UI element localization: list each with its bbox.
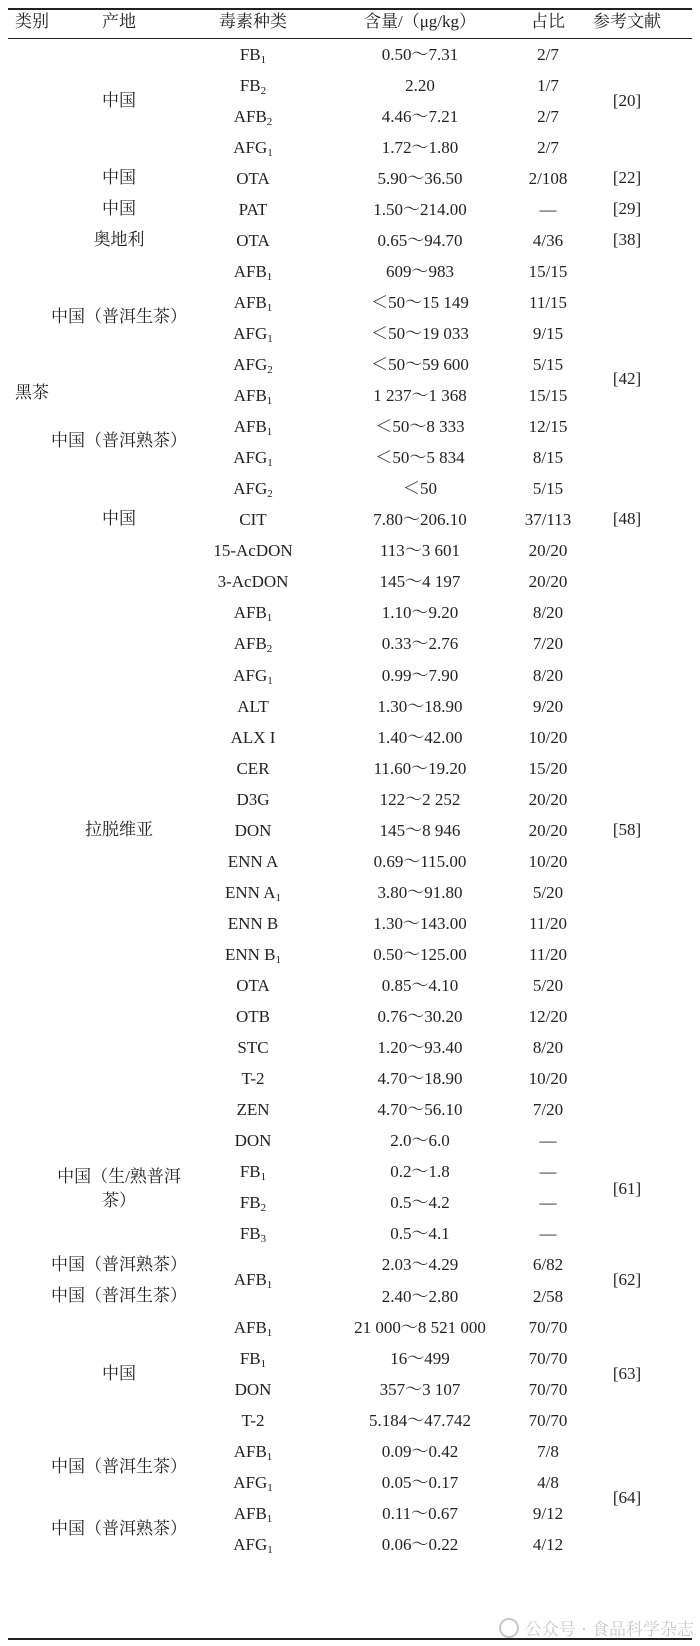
ref-cell: [64] (612, 1488, 642, 1507)
ratio-cell: 7/20 (532, 634, 564, 654)
content-cell: 2.0～6.0 (390, 1131, 450, 1151)
content-cell: ＜50～15 149 (371, 292, 469, 312)
toxin-name: OTA (236, 976, 270, 995)
content-cell: 0.33～2.76 (381, 634, 459, 654)
ratio-cell: 70/70 (528, 1410, 568, 1430)
ratio-cell: 10/20 (528, 851, 568, 871)
toxin-cell (234, 1442, 273, 1462)
origin-cell: 中国（普洱熟茶） (51, 431, 187, 450)
ratio-cell: 2/7 (537, 106, 559, 126)
origin-cell: 拉脱维亚 (85, 820, 153, 839)
toxin-name: PAT (238, 199, 268, 219)
ref-cell: [62] (612, 1270, 642, 1289)
toxin-subscript: 1 (266, 426, 273, 439)
toxin-cell (234, 386, 273, 406)
ratio-cell: 1/7 (537, 75, 559, 95)
content-cell: 0.11～0.67 (382, 1503, 458, 1523)
ratio-cell: 15/15 (528, 261, 568, 281)
toxin-cell (240, 1162, 266, 1182)
toxin-subscript: 1 (266, 1326, 273, 1339)
toxin-cell (242, 1069, 265, 1089)
content-cell: ＜50～19 033 (371, 323, 469, 343)
toxin-subscript: 1 (266, 1512, 273, 1525)
toxin-subscript: 2 (260, 84, 267, 97)
toxin-cell (236, 976, 270, 996)
toxin-cell (233, 666, 273, 686)
content-cell: 1 237～1 368 (373, 386, 467, 406)
toxin-cell (236, 1007, 270, 1027)
origin-cell: 中国 (102, 91, 136, 110)
content-cell: 2.40～2.80 (381, 1286, 459, 1306)
toxin-name: ZEN (236, 1100, 270, 1120)
content-cell: 0.5～4.1 (390, 1224, 450, 1244)
content-cell: 0.65～94.70 (377, 230, 463, 250)
ratio-cell: 4/8 (537, 1472, 559, 1492)
content-cell: 2.03～4.29 (381, 1255, 459, 1275)
toxin-cell (228, 852, 279, 872)
header-ratio: 占比 (531, 12, 565, 31)
content-cell: 0.06～0.22 (381, 1534, 459, 1554)
content-cell: 0.99～7.90 (381, 665, 459, 685)
content-cell: 0.05～0.17 (381, 1472, 459, 1492)
toxin-name: AFB (233, 1503, 267, 1523)
header-toxin: 毒素种类 (219, 12, 287, 31)
content-cell: ＜50 (403, 479, 437, 499)
toxin-name: T-2 (241, 1410, 265, 1430)
ref-cell: [38] (612, 230, 642, 249)
origin-cell: 中国（普洱生茶） (51, 307, 187, 326)
content-cell: 11.60～19.20 (373, 758, 467, 778)
toxin-cell (237, 1038, 268, 1058)
content-cell: 145～8 946 (379, 820, 461, 840)
content-cell: 0.50～125.00 (373, 944, 467, 964)
origin-cell: 中国（生/熟普洱茶） (57, 1167, 181, 1210)
toxin-name: D3G (236, 789, 270, 809)
toxin-name: AFG (233, 1534, 268, 1554)
ratio-cell: 11/20 (528, 944, 568, 964)
ref-cell: [29] (612, 199, 642, 218)
toxin-name: AFG (233, 448, 268, 468)
header-ref: 参考文献 (593, 12, 661, 31)
ratio-cell: 11/15 (528, 292, 568, 312)
ratio-cell: 5/15 (532, 479, 564, 499)
content-cell: 5.184～47.742 (369, 1410, 471, 1430)
toxin-cell (225, 945, 281, 965)
toxin-cell (239, 510, 266, 530)
toxin-name: T-2 (241, 1069, 265, 1089)
toxin-name: AFG (233, 323, 268, 343)
origin-cell: 中国 (102, 199, 136, 218)
toxin-subscript: 1 (260, 1171, 267, 1184)
toxin-cell (233, 1535, 273, 1555)
ratio-cell: 12/15 (528, 417, 568, 437)
content-cell: 3.80～91.80 (377, 882, 463, 902)
ratio-cell: 8/20 (532, 1038, 564, 1058)
toxin-name: AFG (233, 137, 268, 157)
toxin-name: AFB (233, 261, 267, 281)
toxin-cell (213, 541, 292, 561)
toxin-name: AFB (233, 1270, 267, 1289)
toxin-cell (236, 1100, 269, 1120)
toxin-name: 3-AcDON (217, 572, 289, 592)
toxin-subscript: 3 (260, 1233, 267, 1246)
header-category: 类别 (15, 12, 49, 31)
content-cell: 21 000～8 521 000 (354, 1317, 486, 1337)
ratio-cell: 8/20 (532, 665, 564, 685)
content-cell: 609～983 (386, 261, 454, 281)
ratio-cell: 2/7 (537, 137, 559, 157)
toxin-name: AFB (233, 106, 267, 126)
toxin-subscript: 1 (267, 1543, 273, 1556)
content-cell: 0.85～4.10 (381, 976, 459, 995)
ratio-cell: 37/113 (524, 510, 572, 530)
origin-cell: 中国（普洱生茶） (51, 1457, 187, 1476)
content-cell: 1.30～18.90 (377, 696, 463, 716)
toxin-cell (225, 883, 281, 903)
ratio-cell: — (539, 1131, 557, 1151)
ratio-cell: 15/15 (528, 386, 568, 406)
ref-cell: [58] (612, 820, 642, 839)
toxin-cell (239, 200, 268, 220)
toxin-name: ALT (237, 696, 269, 716)
ref-cell: [22] (612, 168, 642, 187)
toxin-cell (236, 790, 269, 810)
ratio-cell: 5/20 (532, 976, 564, 995)
content-cell: ＜50～8 333 (375, 417, 465, 437)
watermark (499, 1615, 694, 1640)
toxin-name: AFG (233, 1472, 268, 1492)
toxin-cell (240, 1193, 266, 1213)
toxin-cell (242, 1411, 265, 1431)
content-cell: 4.70～18.90 (377, 1069, 463, 1089)
content-cell: 0.76～30.20 (377, 1007, 463, 1027)
toxin-name: AFG (233, 355, 268, 374)
ratio-cell: 15/20 (528, 758, 568, 778)
toxin-subscript: 1 (267, 332, 273, 345)
toxin-subscript: 2 (266, 643, 273, 656)
content-cell: 1.40～42.00 (377, 727, 463, 747)
content-cell: 145～4 197 (379, 572, 461, 592)
content-cell: 1.50～214.00 (373, 199, 467, 219)
toxin-cell (240, 45, 266, 65)
ratio-cell: 8/20 (532, 603, 564, 623)
ratio-cell: 2/7 (537, 44, 559, 64)
content-cell: 1.72～1.80 (381, 137, 459, 157)
toxin-name: DON (234, 820, 272, 840)
toxin-subscript: 1 (266, 301, 273, 314)
toxin-cell (240, 1224, 266, 1244)
toxin-subscript: 1 (260, 1357, 267, 1370)
ref-cell: [48] (612, 509, 642, 528)
ratio-cell: — (539, 1193, 557, 1213)
toxin-cell (234, 603, 273, 623)
toxin-name: 15-AcDON (213, 541, 293, 561)
toxin-name: ENN A (227, 851, 279, 871)
toxin-cell (235, 1131, 272, 1151)
content-cell: ＜50～59 600 (371, 355, 469, 374)
ratio-cell: — (539, 1162, 557, 1182)
content-cell: 0.09～0.42 (381, 1441, 459, 1461)
header-rule (8, 38, 692, 39)
toxin-cell (235, 1380, 272, 1400)
content-cell: 0.69～115.00 (373, 851, 467, 871)
header-origin: 产地 (102, 12, 136, 31)
toxin-cell (236, 231, 270, 251)
toxin-subscript: 1 (267, 674, 273, 687)
content-cell: 4.46～7.21 (381, 106, 459, 126)
ratio-cell: 70/70 (528, 1317, 568, 1337)
ratio-cell: 70/70 (528, 1379, 568, 1399)
toxin-cell (233, 479, 273, 499)
toxin-subscript: 1 (275, 891, 282, 904)
toxin-subscript: 2 (266, 115, 273, 128)
ratio-cell: 9/12 (532, 1503, 564, 1523)
toxin-name: DON (234, 1379, 272, 1399)
toxin-name: AFB (233, 417, 267, 437)
toxin-name: ENN B (224, 944, 276, 964)
ratio-cell: — (539, 1224, 557, 1244)
toxin-cell (235, 821, 272, 841)
ratio-cell: 5/15 (532, 355, 564, 374)
ratio-cell: 5/20 (532, 882, 564, 902)
content-cell: 122～2 252 (379, 789, 461, 809)
toxin-cell (234, 417, 273, 437)
content-cell: 16～499 (390, 1348, 450, 1368)
ratio-cell: 2/108 (528, 168, 568, 188)
category-label: 黑茶 (15, 383, 49, 402)
toxin-cell (231, 728, 276, 748)
ratio-cell: 10/20 (528, 727, 568, 747)
toxin-name: DON (234, 1131, 272, 1151)
toxin-cell (233, 324, 273, 344)
toxin-subscript: 1 (267, 146, 273, 159)
toxin-cell (240, 76, 266, 96)
content-cell: 1.10～9.20 (381, 603, 459, 623)
toxin-subscript: 1 (266, 1450, 273, 1463)
toxin-subscript: 2 (267, 488, 273, 501)
toxin-cell (234, 634, 273, 654)
origin-cell: 中国（普洱熟茶） (51, 1255, 187, 1274)
toxin-merged-cell (234, 1270, 273, 1290)
content-cell: 1.30～143.00 (373, 913, 467, 933)
ref-cell: [42] (612, 369, 642, 388)
toxin-cell (234, 1504, 273, 1524)
toxin-name: FB (239, 1224, 261, 1244)
content-cell: 4.70～56.10 (377, 1100, 463, 1120)
toxin-cell (240, 1349, 266, 1369)
toxin-cell (233, 138, 273, 158)
content-cell: ＜50～5 834 (375, 448, 465, 468)
ratio-cell: 12/20 (528, 1007, 568, 1027)
toxin-subscript: 2 (267, 364, 273, 376)
ratio-cell: 11/20 (528, 913, 568, 933)
watermark-text: 公众号 · 食品科学杂志 (524, 1620, 694, 1640)
toxin-name: ENN A (224, 882, 276, 902)
toxin-name: FB (239, 44, 261, 64)
toxin-name: AFB (233, 292, 267, 312)
toxin-subscript: 1 (275, 953, 282, 966)
origin-cell: 中国（普洱熟茶） (51, 1519, 187, 1538)
ratio-cell: 4/36 (532, 230, 564, 250)
ratio-cell: 2/58 (532, 1286, 564, 1306)
toxin-name: AFB (233, 603, 267, 623)
content-cell: 357～3 107 (379, 1379, 461, 1399)
origin-cell: 中国 (102, 509, 136, 528)
toxin-subscript: 1 (267, 457, 273, 470)
toxin-name: FB (239, 1193, 261, 1213)
content-cell: 0.2～1.8 (390, 1162, 450, 1182)
toxin-name: AFB (233, 1441, 267, 1461)
toxin-name: AFB (233, 1317, 267, 1337)
ratio-cell: 8/15 (532, 448, 564, 468)
toxin-subscript: 1 (266, 612, 273, 625)
toxin-name: OTB (236, 1007, 270, 1027)
toxin-name: FB (239, 75, 261, 95)
toxin-cell (228, 914, 279, 934)
toxin-subscript: 2 (260, 1202, 267, 1215)
ref-cell: [63] (612, 1364, 642, 1383)
toxin-name: AFG (233, 479, 268, 499)
toxin-name: CIT (239, 510, 267, 530)
content-cell: 7.80～206.10 (373, 510, 467, 530)
toxin-cell (237, 697, 269, 717)
ratio-cell: 7/20 (532, 1100, 564, 1120)
ratio-cell: 20/20 (528, 572, 568, 592)
toxin-cell (234, 293, 273, 313)
toxin-name: AFG (233, 665, 268, 685)
toxin-subscript: 1 (260, 53, 267, 66)
ratio-cell: — (539, 199, 557, 219)
toxin-cell (236, 759, 269, 779)
content-cell: 113～3 601 (379, 541, 461, 561)
toxin-cell (233, 448, 273, 468)
toxin-subscript: 1 (267, 1481, 273, 1494)
ratio-cell: 10/20 (528, 1069, 568, 1089)
origin-cell: 中国 (102, 168, 136, 187)
toxin-name: AFB (233, 634, 267, 654)
ratio-cell: 4/12 (532, 1534, 564, 1554)
toxin-cell (233, 1473, 273, 1493)
toxin-name: ENN B (227, 913, 279, 933)
toxin-subscript: 1 (266, 1279, 273, 1291)
origin-cell: 中国（普洱生茶） (51, 1286, 187, 1305)
toxin-name: ALX I (230, 727, 276, 747)
toxin-name: FB (239, 1348, 261, 1368)
content-cell: 0.50～7.31 (381, 44, 459, 64)
content-cell: 5.90～36.50 (377, 168, 463, 188)
top-rule (8, 8, 692, 10)
content-cell: 1.20～93.40 (377, 1038, 463, 1058)
content-cell: 0.5～4.2 (390, 1193, 450, 1213)
toxin-name: AFB (233, 386, 267, 406)
toxin-cell (218, 572, 289, 592)
header-content: 含量/（μg/kg） (363, 12, 477, 31)
toxin-cell (236, 169, 270, 189)
ratio-cell: 6/82 (532, 1255, 564, 1275)
toxin-name: OTA (236, 168, 270, 188)
ratio-cell: 70/70 (528, 1348, 568, 1368)
wechat-icon (499, 1618, 519, 1638)
toxin-name: FB (239, 1162, 261, 1182)
toxin-name: CER (236, 758, 270, 778)
toxin-cell (234, 262, 273, 282)
ref-cell: [61] (612, 1179, 642, 1198)
origin-cell: 奥地利 (93, 230, 145, 249)
ref-cell: [20] (612, 91, 642, 110)
content-cell: 2.20 (405, 75, 435, 95)
origin-cell: 中国 (102, 1364, 136, 1383)
toxin-subscript: 1 (266, 395, 273, 408)
ratio-cell: 20/20 (528, 789, 568, 809)
ratio-cell: 20/20 (528, 820, 568, 840)
toxin-name: OTA (236, 230, 270, 250)
ratio-cell: 20/20 (528, 541, 568, 561)
ratio-cell: 9/15 (532, 323, 564, 343)
toxin-cell (233, 355, 273, 375)
toxin-cell (234, 107, 273, 127)
ratio-cell: 7/8 (537, 1441, 559, 1461)
toxin-subscript: 1 (266, 270, 273, 283)
toxin-name: STC (237, 1038, 269, 1058)
ratio-cell: 9/20 (532, 696, 564, 716)
toxin-cell (234, 1318, 273, 1338)
